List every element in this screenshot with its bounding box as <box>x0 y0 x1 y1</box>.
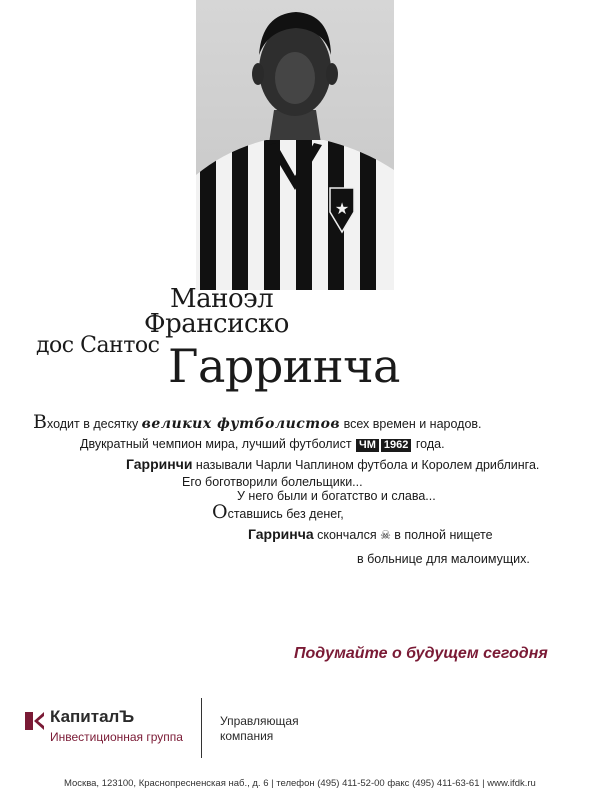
body-line-6 <box>212 501 344 523</box>
body-text: ставшись без денег, <box>227 507 344 521</box>
bold-name: Гарринча <box>248 526 314 542</box>
skull-icon: ☠ <box>380 528 391 542</box>
footer-contacts: Москва, 123100, Краснопресненская наб., д. 6 | телефон (495) 411-52-00 факс (495) 411-63-61 | www.ifdk.ru <box>64 778 536 789</box>
drop-initial: В <box>33 411 47 433</box>
divider <box>201 698 202 758</box>
name-surname: Гарринча <box>168 339 400 393</box>
logo-name: КапиталЪ <box>50 707 135 726</box>
body-line-7 <box>248 526 493 543</box>
body-text: Двукратный чемпион мира, лучший футболист <box>80 437 356 451</box>
body-text: ходит в десятку <box>46 417 142 431</box>
body-text: года. <box>412 437 445 451</box>
name-line-2: Франсиско <box>144 309 289 339</box>
management-line-1: Управляющая <box>220 714 299 728</box>
badge-wc: ЧМ <box>356 439 379 452</box>
body-line-5: У него были и богатство и слава... <box>237 489 436 503</box>
emphasis-text: великих футболистов <box>141 416 341 432</box>
body-text: всех времен и народов. <box>340 417 482 431</box>
management-label <box>220 714 299 744</box>
management-line-2: компания <box>220 729 274 743</box>
body-text: скончался <box>313 528 381 542</box>
body-text: в полной нищете <box>390 528 493 542</box>
bold-name: Гарринчи <box>126 456 193 472</box>
name-line-1: Маноэл <box>170 284 274 314</box>
svg-text:★: ★ <box>334 199 350 218</box>
body-line-8: в больнице для малоимущих. <box>357 552 530 566</box>
body-line-3 <box>126 456 539 473</box>
body-line-4: Его боготворили болельщики... <box>182 475 363 489</box>
slogan: Подумайте о будущем сегодня <box>294 645 548 662</box>
name-line-3: дос Сантос <box>36 333 160 358</box>
logo-mark-icon <box>25 712 45 730</box>
logo-subtitle: Инвестиционная группа <box>50 730 183 744</box>
body-text: называли Чарли Чаплином футбола и Королем дриблинга. <box>192 458 540 472</box>
drop-initial: О <box>212 501 228 523</box>
footballer-photo <box>196 0 394 290</box>
body-line-2 <box>80 436 445 452</box>
badge-year: 1962 <box>381 439 411 452</box>
body-line-1 <box>33 411 482 433</box>
